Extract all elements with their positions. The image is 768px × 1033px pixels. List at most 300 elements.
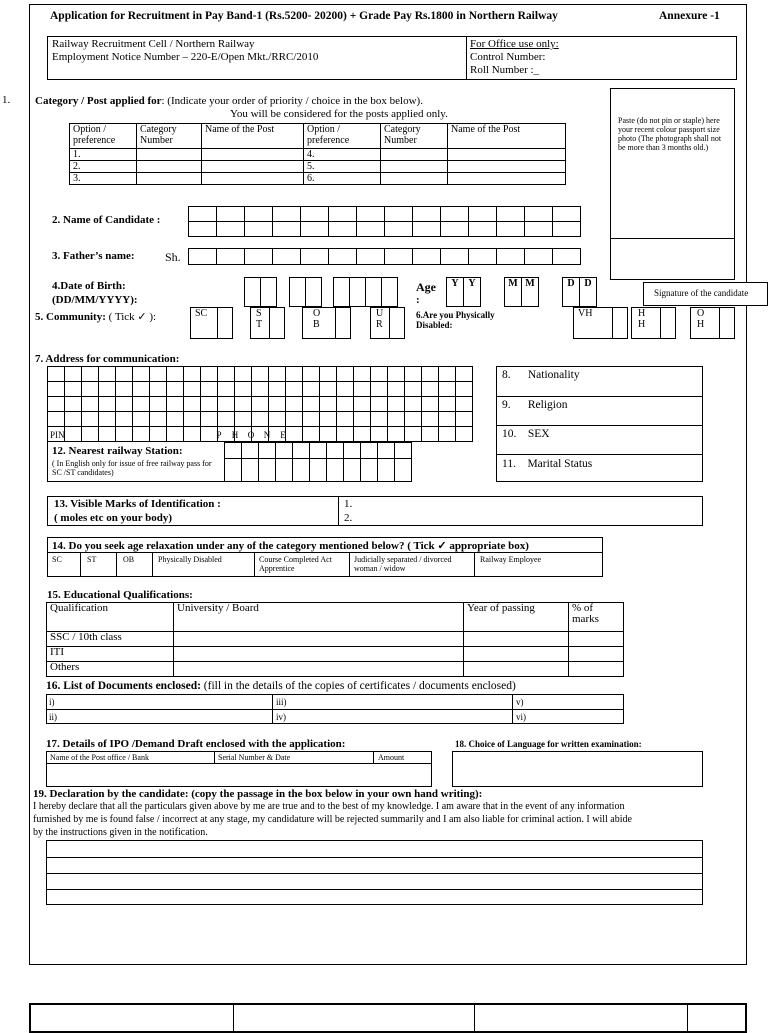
pref-cell[interactable]: 2. (70, 161, 137, 173)
address-char-cell[interactable] (149, 366, 167, 382)
address-char-cell[interactable] (336, 381, 354, 397)
address-char-cell[interactable] (336, 426, 354, 442)
community-st[interactable]: S T (250, 307, 270, 339)
address-char-cell[interactable] (234, 366, 252, 382)
marks-cell[interactable] (569, 632, 624, 647)
father-char-cell[interactable] (356, 248, 385, 265)
address-char-cell[interactable] (115, 426, 133, 442)
address-char-cell[interactable] (183, 411, 201, 427)
station-char-cell[interactable] (292, 442, 310, 459)
s13-sub: ( moles etc on your body) (54, 512, 173, 524)
address-char-cell[interactable] (217, 396, 235, 412)
marks-cell[interactable] (569, 662, 624, 677)
address-char-cell[interactable] (166, 381, 184, 397)
s12-note: ( In English only for issue of free railway pass for SC /ST candidates) (52, 459, 212, 477)
relax-widow[interactable]: Judicially separated / divorced woman / widow (354, 555, 452, 573)
name-char-cell[interactable] (216, 206, 245, 222)
address-char-cell[interactable] (98, 366, 116, 382)
age-m1[interactable]: M (504, 277, 522, 307)
address-char-cell[interactable] (166, 396, 184, 412)
father-char-cell[interactable] (384, 248, 413, 265)
dd-bank-header: Name of the Post office / Bank (50, 753, 149, 762)
address-char-cell[interactable] (200, 381, 218, 397)
relax-pd[interactable]: Physically Disabled (158, 555, 222, 564)
name-char-cell[interactable] (188, 221, 217, 237)
doc-iv[interactable]: iv) (276, 712, 286, 722)
address-char-cell[interactable] (438, 396, 456, 412)
pd-hh-tick[interactable] (660, 307, 676, 339)
address-char-cell[interactable] (115, 411, 133, 427)
th-category: Category Number (137, 124, 202, 149)
father-char-cell[interactable] (216, 248, 245, 265)
address-char-cell[interactable] (455, 381, 473, 397)
dob-m1[interactable] (289, 277, 306, 307)
station-char-cell[interactable] (326, 442, 344, 459)
address-char-cell[interactable] (268, 366, 286, 382)
address-char-cell[interactable] (404, 366, 422, 382)
father-char-cell[interactable] (496, 248, 525, 265)
dd-serial-header: Serial Number & Date (218, 753, 291, 762)
name-char-cell[interactable] (552, 206, 581, 222)
address-char-cell[interactable] (455, 426, 473, 442)
office-use-only: For Office use only: (470, 38, 559, 50)
address-char-cell[interactable] (404, 411, 422, 427)
pin-label: PIN (50, 430, 65, 440)
s17-label: 17. Details of IPO /Demand Draft enclosed with the application: (46, 738, 346, 750)
pref-cell[interactable]: 3. (70, 173, 137, 185)
cat-cell[interactable] (381, 149, 448, 161)
address-char-cell[interactable] (285, 396, 303, 412)
station-char-cell[interactable] (224, 458, 242, 482)
address-char-cell[interactable] (302, 381, 320, 397)
address-char-cell[interactable] (319, 411, 337, 427)
th-university: University / Board (174, 603, 464, 632)
address-char-cell[interactable] (81, 381, 99, 397)
post-cell[interactable] (448, 173, 566, 185)
address-char-cell[interactable] (370, 366, 388, 382)
th-option: Option / preference (70, 124, 137, 149)
sex-label[interactable]: 10. SEX (502, 428, 550, 440)
station-char-cell[interactable] (360, 458, 378, 482)
address-char-cell[interactable] (353, 381, 371, 397)
community-st-tick[interactable] (269, 307, 285, 339)
address-char-cell[interactable] (353, 366, 371, 382)
univ-cell[interactable] (174, 662, 464, 677)
address-char-cell[interactable] (166, 426, 184, 442)
address-char-cell[interactable] (132, 426, 150, 442)
station-char-cell[interactable] (394, 442, 412, 459)
pd-hh[interactable]: H H (631, 307, 661, 339)
address-char-cell[interactable] (98, 411, 116, 427)
table-row (70, 161, 566, 173)
address-char-cell[interactable] (319, 426, 337, 442)
address-char-cell[interactable] (285, 381, 303, 397)
father-char-cell[interactable] (552, 248, 581, 265)
address-char-cell[interactable] (387, 366, 405, 382)
address-char-cell[interactable] (370, 381, 388, 397)
father-char-cell[interactable] (524, 248, 553, 265)
address-char-cell[interactable] (98, 426, 116, 442)
address-char-cell[interactable] (285, 366, 303, 382)
address-char-cell[interactable] (47, 411, 65, 427)
dob-y1[interactable] (333, 277, 350, 307)
s3-prefix: Sh. (165, 250, 181, 264)
name-char-cell[interactable] (468, 206, 497, 222)
address-char-cell[interactable] (217, 366, 235, 382)
name-char-cell[interactable] (552, 221, 581, 237)
address-char-cell[interactable] (200, 396, 218, 412)
th-post: Name of the Post (202, 124, 304, 149)
station-char-cell[interactable] (343, 458, 361, 482)
address-char-cell[interactable] (268, 396, 286, 412)
signature-label: Signature of the candidate (643, 282, 768, 306)
address-char-cell[interactable] (115, 381, 133, 397)
doc-ii[interactable]: ii) (49, 712, 57, 722)
s12-label-box (47, 442, 225, 482)
station-char-cell[interactable] (377, 458, 395, 482)
marks-cell[interactable] (569, 647, 624, 662)
address-char-cell[interactable] (319, 381, 337, 397)
father-char-cell[interactable] (272, 248, 301, 265)
address-char-cell[interactable] (370, 411, 388, 427)
s2-label: 2. Name of Candidate : (52, 214, 161, 226)
phone-label: P H O N E (216, 430, 286, 440)
age-d2[interactable]: D (579, 277, 597, 307)
pref-cell[interactable]: 4. (304, 149, 381, 161)
station-char-cell[interactable] (241, 442, 259, 459)
address-char-cell[interactable] (149, 411, 167, 427)
name-char-cell[interactable] (524, 221, 553, 237)
dob-m2[interactable] (305, 277, 322, 307)
address-char-cell[interactable] (132, 396, 150, 412)
address-char-cell[interactable] (302, 426, 320, 442)
education-table (46, 602, 624, 677)
dd-amount-header: Amount (378, 753, 405, 762)
address-char-cell[interactable] (132, 411, 150, 427)
relax-apprentice[interactable]: Course Completed Act Apprentice (259, 555, 332, 573)
name-char-cell[interactable] (384, 206, 413, 222)
address-char-cell[interactable] (438, 366, 456, 382)
control-number: Control Number: (470, 51, 546, 63)
religion-label[interactable]: 9. Religion (502, 399, 568, 411)
station-char-cell[interactable] (224, 442, 242, 459)
community-sc[interactable]: SC (190, 307, 218, 339)
year-cell[interactable] (464, 647, 569, 662)
footer-box (29, 1003, 747, 1033)
doc-vi[interactable]: vi) (516, 712, 526, 722)
post-cell[interactable] (202, 149, 304, 161)
address-char-cell[interactable] (81, 396, 99, 412)
dob-d1[interactable] (244, 277, 261, 307)
dob-y2[interactable] (349, 277, 366, 307)
station-char-cell[interactable] (275, 442, 293, 459)
name-char-cell[interactable] (244, 206, 273, 222)
s6-label: 6.Are you Physically Disabled: (416, 310, 495, 330)
address-char-cell[interactable] (251, 411, 269, 427)
address-char-cell[interactable] (149, 426, 167, 442)
station-char-cell[interactable] (241, 458, 259, 482)
s12-label: 12. Nearest railway Station: (52, 445, 183, 457)
relax-railway-employee[interactable]: Railway Employee (480, 555, 542, 564)
name-char-cell[interactable] (188, 206, 217, 222)
post-cell[interactable] (448, 161, 566, 173)
address-char-cell[interactable] (455, 366, 473, 382)
station-char-cell[interactable] (377, 442, 395, 459)
s1-note: You will be considered for the posts applied only. (230, 108, 448, 120)
address-char-cell[interactable] (370, 396, 388, 412)
doc-i[interactable]: i) (49, 697, 55, 707)
table-row (47, 632, 624, 647)
address-char-cell[interactable] (336, 396, 354, 412)
dob-y3[interactable] (365, 277, 382, 307)
s3-label: 3. Father’s name: (52, 250, 135, 262)
address-char-cell[interactable] (115, 366, 133, 382)
pref-cell[interactable]: 6. (304, 173, 381, 185)
address-char-cell[interactable] (98, 396, 116, 412)
address-char-cell[interactable] (421, 426, 439, 442)
name-char-cell[interactable] (440, 221, 469, 237)
age-m2[interactable]: M (521, 277, 539, 307)
address-char-cell[interactable] (268, 381, 286, 397)
s1-label: Category / Post applied for (35, 95, 162, 107)
univ-cell[interactable] (174, 647, 464, 662)
address-char-cell[interactable] (319, 396, 337, 412)
s16-instruction: (fill in the details of the copies of certificates / documents enclosed) (200, 680, 516, 692)
age-y2[interactable]: Y (463, 277, 481, 307)
univ-cell[interactable] (174, 632, 464, 647)
address-char-cell[interactable] (166, 366, 184, 382)
th-qualification: Qualification (47, 603, 174, 632)
declaration-line1: I hereby declare that all the particulars given above by me are true and to the best of my knowledge. I am aware that in the event of any information (33, 801, 625, 812)
address-char-cell[interactable] (217, 411, 235, 427)
address-char-cell[interactable] (251, 396, 269, 412)
community-ur[interactable]: U R (370, 307, 390, 339)
address-char-cell[interactable] (234, 381, 252, 397)
post-cell[interactable] (202, 173, 304, 185)
name-char-cell[interactable] (328, 206, 357, 222)
name-char-cell[interactable] (300, 221, 329, 237)
address-char-cell[interactable] (81, 426, 99, 442)
address-char-cell[interactable] (421, 396, 439, 412)
dob-y4[interactable] (381, 277, 398, 307)
address-char-cell[interactable] (251, 366, 269, 382)
form-title: Application for Recruitment in Pay Band-1 (Rs.5200- 20200) + Grade Pay Rs.1800 in Northern Railway (50, 10, 558, 22)
community-sc-tick[interactable] (217, 307, 233, 339)
name-char-cell[interactable] (328, 221, 357, 237)
address-char-cell[interactable] (404, 426, 422, 442)
address-char-cell[interactable] (64, 396, 82, 412)
cat-cell[interactable] (381, 161, 448, 173)
address-char-cell[interactable] (268, 411, 286, 427)
th-marks: % of marks (569, 603, 624, 632)
name-char-cell[interactable] (300, 206, 329, 222)
cat-cell[interactable] (137, 173, 202, 185)
s13-mark2[interactable]: 2. (344, 512, 353, 524)
address-char-cell[interactable] (64, 381, 82, 397)
address-char-cell[interactable] (98, 381, 116, 397)
address-char-cell[interactable] (404, 396, 422, 412)
address-char-cell[interactable] (336, 366, 354, 382)
post-cell[interactable] (448, 149, 566, 161)
name-char-cell[interactable] (412, 221, 441, 237)
father-char-cell[interactable] (412, 248, 441, 265)
cat-cell[interactable] (381, 173, 448, 185)
address-char-cell[interactable] (132, 381, 150, 397)
address-char-cell[interactable] (251, 381, 269, 397)
address-char-cell[interactable] (387, 381, 405, 397)
doc-iii[interactable]: iii) (276, 697, 287, 707)
s13-mark1[interactable]: 1. (344, 498, 353, 510)
father-char-cell[interactable] (300, 248, 329, 265)
address-char-cell[interactable] (353, 411, 371, 427)
name-char-cell[interactable] (356, 221, 385, 237)
address-char-cell[interactable] (183, 396, 201, 412)
pd-oh-tick[interactable] (719, 307, 735, 339)
pd-vh[interactable]: VH (573, 307, 613, 339)
name-char-cell[interactable] (468, 221, 497, 237)
name-char-cell[interactable] (496, 221, 525, 237)
name-char-cell[interactable] (272, 221, 301, 237)
address-char-cell[interactable] (81, 366, 99, 382)
station-char-cell[interactable] (326, 458, 344, 482)
post-preference-table (69, 123, 566, 185)
relax-st[interactable]: ST (87, 555, 97, 564)
address-char-cell[interactable] (302, 396, 320, 412)
address-char-cell[interactable] (302, 411, 320, 427)
address-char-cell[interactable] (404, 381, 422, 397)
address-char-cell[interactable] (421, 381, 439, 397)
address-char-cell[interactable] (302, 366, 320, 382)
community-obc[interactable]: O B (302, 307, 336, 339)
language-box[interactable] (452, 751, 703, 787)
address-char-cell[interactable] (455, 396, 473, 412)
name-char-cell[interactable] (244, 221, 273, 237)
qual-others: Others (47, 662, 174, 677)
station-char-cell[interactable] (309, 442, 327, 459)
pd-vh-tick[interactable] (612, 307, 628, 339)
address-char-cell[interactable] (183, 366, 201, 382)
name-char-cell[interactable] (216, 221, 245, 237)
address-char-cell[interactable] (438, 426, 456, 442)
address-char-cell[interactable] (200, 366, 218, 382)
age-d1[interactable]: D (562, 277, 580, 307)
name-char-cell[interactable] (412, 206, 441, 222)
address-char-cell[interactable] (115, 396, 133, 412)
station-char-cell[interactable] (309, 458, 327, 482)
address-char-cell[interactable] (319, 366, 337, 382)
doc-v[interactable]: v) (516, 697, 524, 707)
community-obc-tick[interactable] (335, 307, 351, 339)
photo-instruction: Paste (do not pin or staple) here your recent colour passport size photo (The photograph shall not be more than 3 months old.) (618, 116, 722, 152)
address-char-cell[interactable] (387, 396, 405, 412)
address-char-cell[interactable] (47, 396, 65, 412)
relax-obc[interactable]: OB (123, 555, 135, 564)
address-char-cell[interactable] (455, 411, 473, 427)
father-char-cell[interactable] (440, 248, 469, 265)
community-ur-tick[interactable] (389, 307, 405, 339)
address-char-cell[interactable] (234, 411, 252, 427)
address-char-cell[interactable] (438, 381, 456, 397)
cat-cell[interactable] (137, 149, 202, 161)
station-char-cell[interactable] (258, 458, 276, 482)
address-char-cell[interactable] (438, 411, 456, 427)
address-char-cell[interactable] (47, 381, 65, 397)
address-char-cell[interactable] (149, 381, 167, 397)
pref-cell[interactable]: 5. (304, 161, 381, 173)
father-char-cell[interactable] (188, 248, 217, 265)
station-char-cell[interactable] (343, 442, 361, 459)
station-char-cell[interactable] (275, 458, 293, 482)
s1-number: 1. (2, 94, 11, 106)
station-char-cell[interactable] (394, 458, 412, 482)
s16-label: 16. List of Documents enclosed: (46, 680, 201, 692)
name-char-cell[interactable] (440, 206, 469, 222)
year-cell[interactable] (464, 632, 569, 647)
father-char-cell[interactable] (244, 248, 273, 265)
father-char-cell[interactable] (468, 248, 497, 265)
s18-label: 18. Choice of Language for written examination: (455, 739, 642, 749)
table-row (70, 149, 566, 161)
name-char-cell[interactable] (384, 221, 413, 237)
name-char-cell[interactable] (496, 206, 525, 222)
pd-oh[interactable]: O H (690, 307, 720, 339)
relax-sc[interactable]: SC (52, 555, 62, 564)
name-char-cell[interactable] (356, 206, 385, 222)
address-char-cell[interactable] (166, 411, 184, 427)
address-char-cell[interactable] (370, 426, 388, 442)
address-char-cell[interactable] (149, 396, 167, 412)
station-char-cell[interactable] (292, 458, 310, 482)
address-char-cell[interactable] (421, 411, 439, 427)
dob-d2[interactable] (260, 277, 277, 307)
address-char-cell[interactable] (47, 366, 65, 382)
address-char-cell[interactable] (353, 426, 371, 442)
address-char-cell[interactable] (421, 366, 439, 382)
address-char-cell[interactable] (285, 411, 303, 427)
s14-label: 14. Do you seek age relaxation under any of the category mentioned below? ( Tick ✓ appropriate box) (52, 540, 529, 552)
year-cell[interactable] (464, 662, 569, 677)
cat-cell[interactable] (137, 161, 202, 173)
age-y1[interactable]: Y (446, 277, 464, 307)
age-label: Age (416, 280, 436, 294)
age-colon: : (416, 294, 420, 306)
address-char-cell[interactable] (200, 411, 218, 427)
nationality-label[interactable]: 8. Nationality (502, 369, 580, 381)
station-char-cell[interactable] (360, 442, 378, 459)
address-char-cell[interactable] (183, 426, 201, 442)
address-char-cell[interactable] (64, 366, 82, 382)
address-char-cell[interactable] (64, 426, 82, 442)
address-char-cell[interactable] (217, 381, 235, 397)
post-cell[interactable] (202, 161, 304, 173)
station-char-cell[interactable] (258, 442, 276, 459)
address-char-cell[interactable] (234, 396, 252, 412)
table-row (70, 173, 566, 185)
name-char-cell[interactable] (272, 206, 301, 222)
address-char-cell[interactable] (387, 426, 405, 442)
address-char-cell[interactable] (336, 411, 354, 427)
address-char-cell[interactable] (353, 396, 371, 412)
pref-cell[interactable]: 1. (70, 149, 137, 161)
father-char-cell[interactable] (328, 248, 357, 265)
marital-status-label[interactable]: 11. Marital Status (502, 458, 593, 470)
address-char-cell[interactable] (64, 411, 82, 427)
address-char-cell[interactable] (81, 411, 99, 427)
name-char-cell[interactable] (524, 206, 553, 222)
address-char-cell[interactable] (132, 366, 150, 382)
address-char-cell[interactable] (387, 411, 405, 427)
address-char-cell[interactable] (183, 381, 201, 397)
